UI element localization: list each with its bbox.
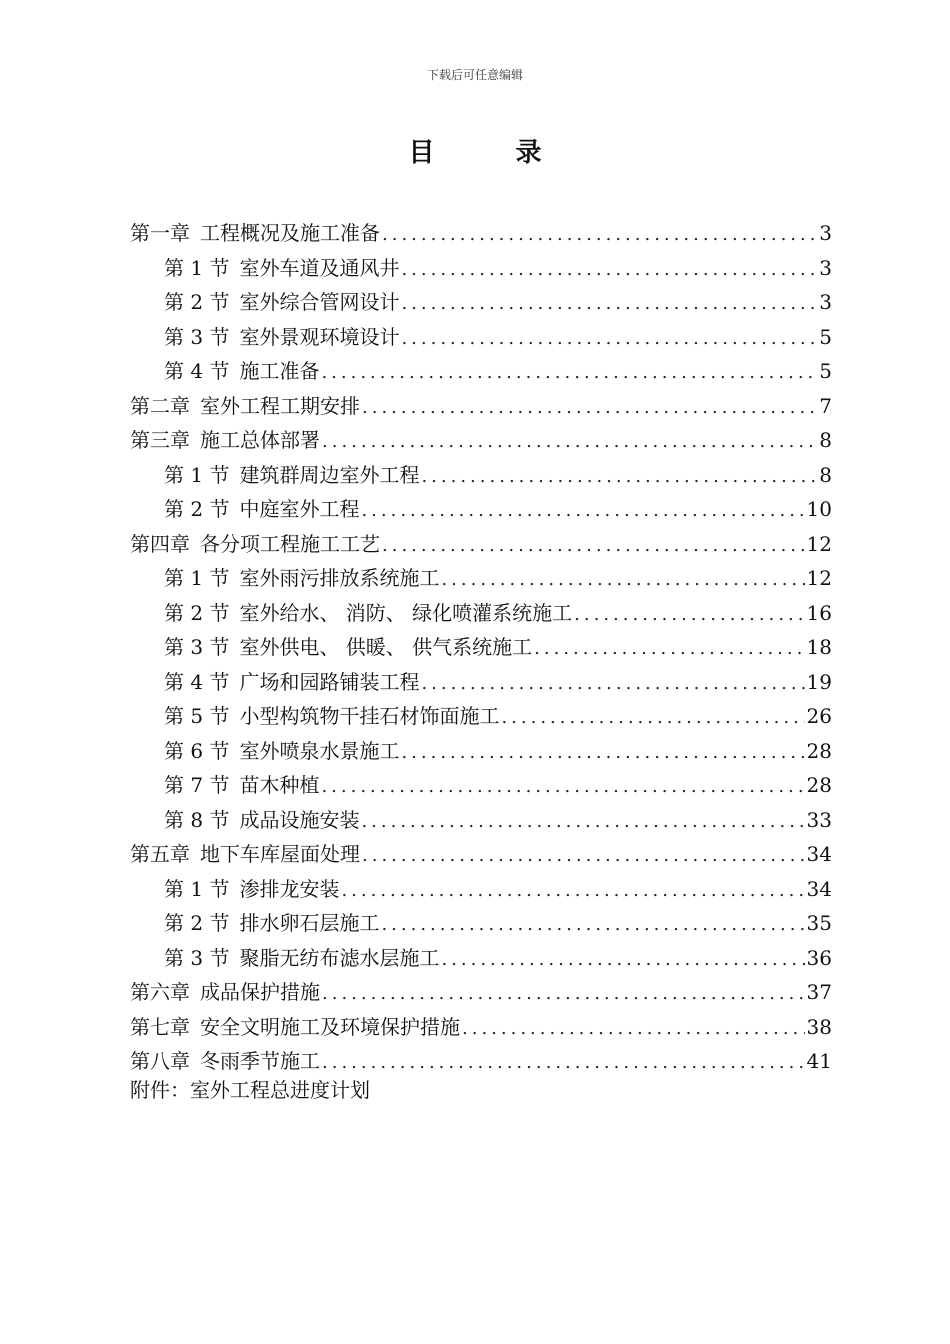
toc-section-entry[interactable] [130, 906, 832, 941]
toc-section-entry[interactable] [130, 354, 832, 389]
toc-entry-title [130, 527, 380, 562]
toc-entry-title [164, 561, 439, 596]
toc-section-entry[interactable] [130, 492, 832, 527]
toc-dot-leader [362, 839, 805, 874]
toc-page-number: 41 [806, 1049, 832, 1073]
toc-entry-label: 第二章 [130, 393, 190, 418]
toc-section-entry[interactable] [130, 630, 832, 665]
toc-dot-leader [462, 1012, 805, 1047]
toc-chapter-entry[interactable] [130, 389, 832, 424]
header-note: 下载后可任意编辑 [426, 68, 523, 82]
toc-section-entry[interactable] [130, 734, 832, 769]
toc-entry-text: 室外综合管网设计 [239, 290, 400, 314]
toc-entry-title [164, 768, 319, 803]
toc-entry-text: 室外喷泉水景施工 [239, 738, 400, 763]
toc-page-number: 3 [819, 221, 832, 245]
toc-entry-text: 冬雨季节施工 [200, 1049, 320, 1073]
toc-page-number: 38 [806, 1014, 832, 1039]
toc-page-number: 8 [819, 462, 832, 487]
toc-page-number: 3 [819, 290, 832, 314]
toc-page-number: 5 [819, 359, 832, 383]
toc-entry-title [164, 630, 532, 665]
toc-chapter-entry[interactable] [130, 216, 832, 251]
toc-entry-label: 第 6 节 [164, 738, 230, 763]
toc-section-entry[interactable] [130, 665, 832, 700]
toc-entry-label: 第 4 节 [164, 359, 230, 383]
toc-dot-leader [401, 736, 804, 771]
toc-page-number: 34 [806, 876, 832, 901]
toc-entry-title [130, 216, 380, 251]
toc-entry-text: 渗排龙安装 [239, 876, 340, 901]
toc-entry-label: 第 5 节 [164, 704, 230, 728]
toc-entry-label: 第五章 [130, 842, 190, 866]
toc-dot-leader [441, 943, 804, 978]
toc-entry-title [164, 665, 419, 700]
toc-entry-label: 第 8 节 [164, 807, 230, 832]
toc-entry-text: 成品设施安装 [239, 807, 360, 832]
toc-entry-text: 安全文明施工及环境保护措施 [200, 1014, 460, 1039]
toc-dot-leader [401, 253, 817, 288]
toc-entry-label: 第七章 [130, 1014, 190, 1039]
toc-page-number: 36 [806, 945, 832, 970]
toc-entry-label: 第 3 节 [164, 635, 230, 659]
toc-dot-leader [421, 460, 817, 495]
toc-dot-leader [534, 632, 804, 667]
toc-page-number: 10 [806, 497, 832, 521]
toc-entry-title [164, 734, 399, 769]
toc-entry-title [164, 320, 399, 355]
toc-page-number: 34 [806, 842, 832, 866]
toc-page-number: 12 [806, 566, 832, 590]
toc-entry-label: 第 3 节 [164, 945, 230, 970]
toc-entry-title [164, 872, 339, 907]
toc-entry-text: 室外供电、 供暖、 供气系统施工 [239, 635, 533, 659]
toc-dot-leader [401, 287, 817, 322]
toc-section-entry[interactable] [130, 768, 832, 803]
toc-entry-label: 第 3 节 [164, 324, 230, 349]
toc-dot-leader [322, 977, 805, 1012]
toc-dot-leader [382, 529, 805, 564]
toc-page-number: 7 [819, 393, 832, 418]
table-of-contents [130, 216, 832, 1079]
toc-page-number: 28 [806, 773, 832, 797]
toc-page-number: 37 [806, 980, 832, 1004]
appendix-line: 附件：室外工程总进度计划 [130, 1078, 370, 1102]
toc-entry-label: 第 4 节 [164, 669, 230, 694]
toc-section-entry[interactable] [130, 458, 832, 493]
toc-entry-text: 室外工程工期安排 [200, 393, 360, 418]
toc-page-number: 18 [806, 635, 832, 659]
toc-entry-text: 室外车道及通风井 [239, 255, 400, 280]
toc-entry-label: 第 1 节 [164, 462, 230, 487]
toc-section-entry[interactable] [130, 941, 832, 976]
toc-entry-label: 第 1 节 [164, 876, 230, 901]
toc-entry-text: 聚脂无纺布滤水层施工 [239, 945, 440, 970]
toc-dot-leader [382, 218, 817, 253]
toc-entry-title [164, 285, 399, 320]
toc-entry-text: 中庭室外工程 [239, 497, 360, 521]
toc-dot-leader [362, 391, 817, 426]
toc-dot-leader [361, 805, 804, 840]
toc-entry-title [164, 596, 572, 631]
toc-entry-title [164, 492, 359, 527]
toc-dot-leader [321, 770, 804, 805]
toc-entry-label: 第一章 [130, 221, 190, 245]
toc-dot-leader [574, 598, 804, 633]
toc-entry-text: 室外给水、 消防、 绿化喷灌系统施工 [239, 600, 573, 625]
toc-entry-label: 第三章 [130, 428, 190, 452]
toc-entry-text: 工程概况及施工准备 [200, 221, 380, 245]
toc-chapter-entry[interactable] [130, 837, 832, 872]
toc-entry-text: 地下车库屋面处理 [200, 842, 360, 866]
toc-entry-text: 室外雨污排放系统施工 [239, 566, 440, 590]
toc-dot-leader [341, 874, 804, 909]
toc-entry-text: 施工总体部署 [200, 428, 320, 452]
toc-entry-label: 第 2 节 [164, 290, 230, 314]
toc-entry-text: 广场和园路铺装工程 [239, 669, 420, 694]
toc-entry-title [130, 423, 320, 458]
toc-dot-leader [421, 667, 804, 702]
toc-page-number: 5 [819, 324, 832, 349]
toc-entry-text: 小型构筑物干挂石材饰面施工 [239, 704, 500, 728]
toc-dot-leader [321, 356, 817, 391]
toc-entry-label: 第四章 [130, 531, 190, 556]
toc-entry-label: 第八章 [130, 1049, 190, 1073]
toc-dot-leader [441, 563, 804, 598]
toc-dot-leader [322, 425, 817, 460]
toc-page-number: 19 [806, 669, 832, 694]
toc-entry-label: 第 1 节 [164, 566, 230, 590]
toc-chapter-entry[interactable] [130, 527, 832, 562]
toc-page-number: 28 [806, 738, 832, 763]
toc-chapter-entry[interactable] [130, 423, 832, 458]
toc-entry-title [130, 389, 360, 424]
toc-entry-label: 第六章 [130, 980, 190, 1004]
toc-page-number: 16 [806, 600, 832, 625]
toc-page-number: 26 [806, 704, 832, 728]
toc-entry-title [164, 906, 379, 941]
toc-dot-leader [401, 322, 817, 357]
toc-entry-title [130, 975, 320, 1010]
toc-dot-leader [361, 494, 804, 529]
toc-entry-label: 第 2 节 [164, 911, 230, 935]
toc-chapter-entry[interactable] [130, 1010, 832, 1045]
toc-section-entry[interactable] [130, 320, 832, 355]
toc-entry-label: 第 2 节 [164, 600, 230, 625]
toc-section-entry[interactable] [130, 803, 832, 838]
toc-entry-text: 成品保护措施 [200, 980, 320, 1004]
toc-dot-leader [322, 1046, 805, 1081]
toc-entry-text: 建筑群周边室外工程 [239, 462, 420, 487]
toc-dot-leader [501, 701, 804, 736]
toc-entry-text: 施工准备 [239, 359, 320, 383]
toc-entry-title [164, 251, 399, 286]
toc-entry-label: 第 2 节 [164, 497, 230, 521]
toc-entry-label: 第 1 节 [164, 255, 230, 280]
toc-entry-text: 排水卵石层施工 [239, 911, 380, 935]
toc-entry-title [130, 1010, 460, 1045]
toc-section-entry[interactable] [130, 596, 832, 631]
toc-page-number: 3 [819, 255, 832, 280]
toc-entry-title [164, 354, 319, 389]
toc-chapter-entry[interactable] [130, 975, 832, 1010]
toc-entry-title [164, 458, 419, 493]
toc-section-entry[interactable] [130, 251, 832, 286]
toc-entry-title [130, 837, 360, 872]
toc-entry-title [164, 803, 359, 838]
toc-page-number: 33 [806, 807, 832, 832]
toc-entry-text: 苗木种植 [239, 773, 320, 797]
toc-dot-leader [381, 908, 804, 943]
toc-section-entry[interactable] [130, 285, 832, 320]
toc-page-number: 8 [819, 428, 832, 452]
toc-section-entry[interactable] [130, 872, 832, 907]
toc-entry-title [164, 941, 439, 976]
page-title: 目 录 [408, 138, 578, 168]
toc-section-entry[interactable] [130, 699, 832, 734]
toc-entry-text: 室外景观环境设计 [239, 324, 400, 349]
toc-section-entry[interactable] [130, 561, 832, 596]
toc-entry-text: 各分项工程施工工艺 [200, 531, 380, 556]
toc-page-number: 35 [806, 911, 832, 935]
toc-entry-label: 第 7 节 [164, 773, 230, 797]
toc-entry-title [164, 699, 499, 734]
toc-page-number: 12 [806, 531, 832, 556]
